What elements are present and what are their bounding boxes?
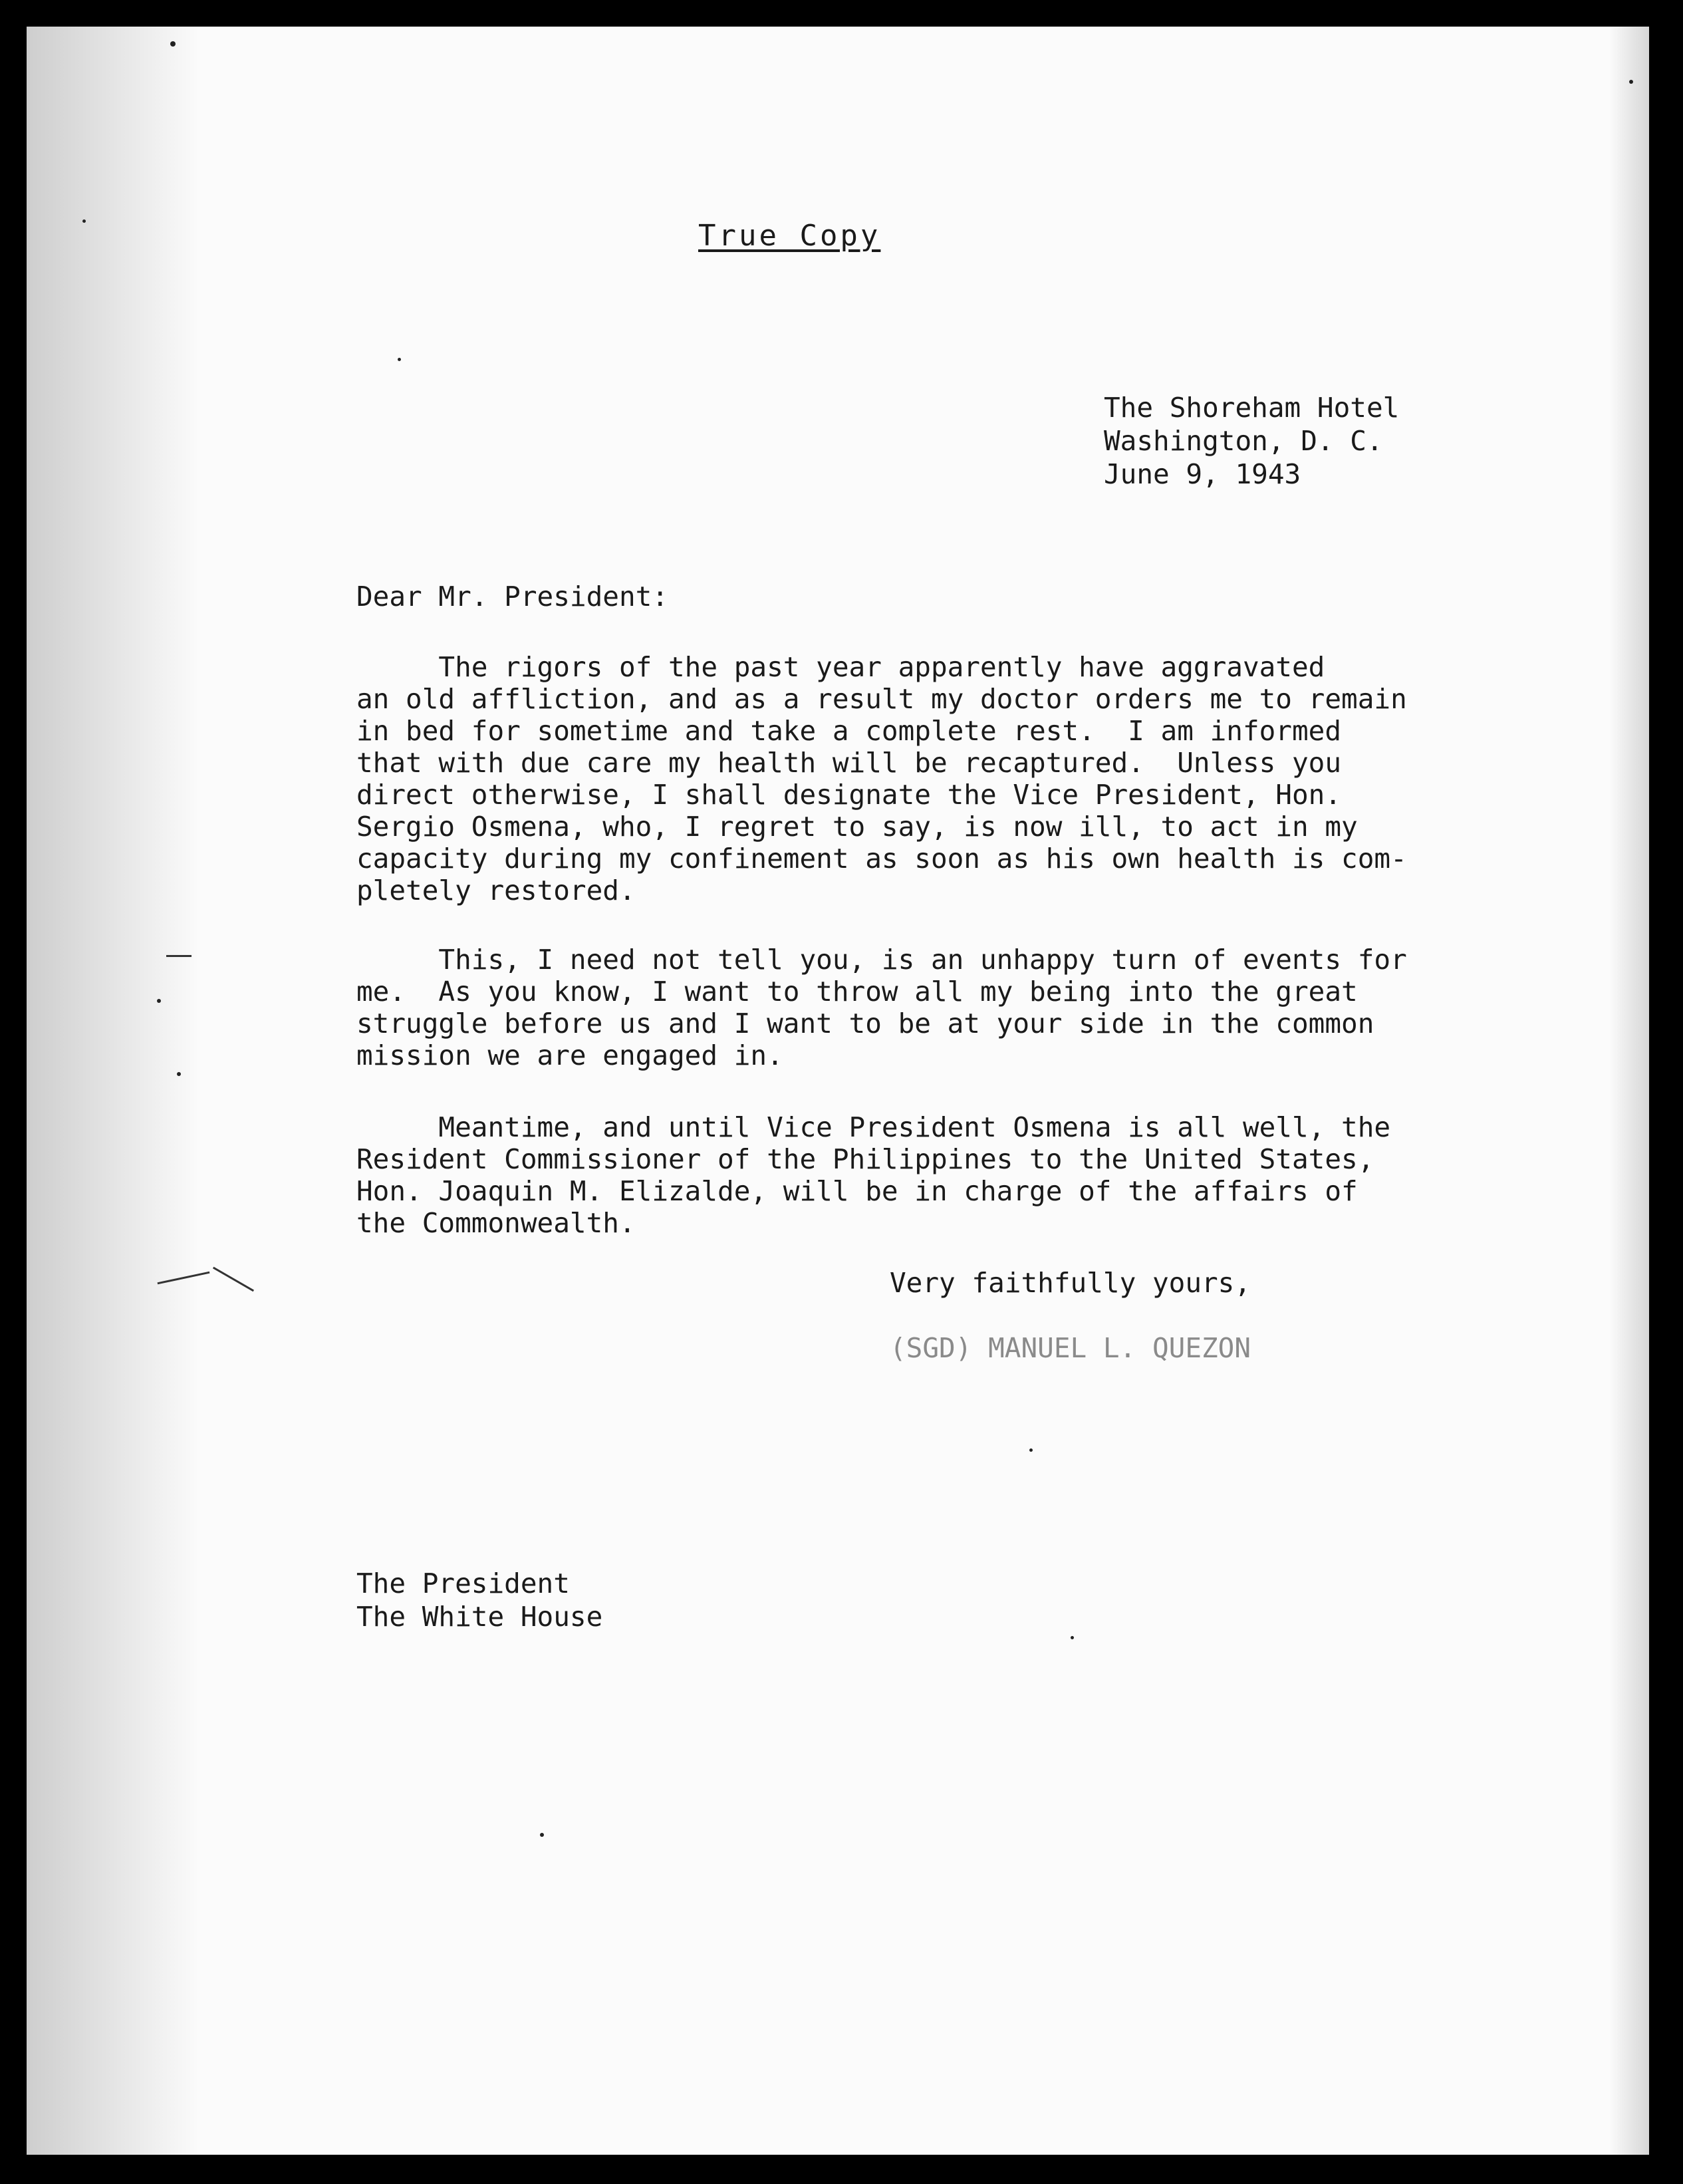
scan-speck — [1029, 1448, 1033, 1452]
address-line-2: Washington, D. C. — [1104, 425, 1383, 457]
closing: Very faithfully yours, — [890, 1267, 1251, 1299]
recipient-line-2: The White House — [356, 1601, 603, 1633]
scan-speck — [82, 219, 86, 223]
scan-mark — [166, 955, 192, 957]
paragraph-2-line: struggle before us and I want to be at your side in the common — [356, 1008, 1374, 1039]
paragraph-1-line: Sergio Osmena, who, I regret to say, is now ill, to act in my — [356, 811, 1358, 843]
scan-speck — [170, 41, 176, 47]
scan-speck — [1629, 80, 1633, 84]
paragraph-1-line: that with due care my health will be recaptured. Unless you — [356, 747, 1342, 779]
paragraph-1-line: an old affliction, and as a result my doctor orders me to remain — [356, 683, 1407, 715]
paragraph-1-line: pletely restored. — [356, 875, 636, 906]
letter-date: June 9, 1943 — [1104, 458, 1301, 490]
scan-mark — [213, 1267, 254, 1292]
paragraph-3-line: the Commonwealth. — [356, 1207, 636, 1239]
salutation: Dear Mr. President: — [356, 581, 668, 613]
recipient-line-1: The President — [356, 1568, 570, 1599]
paragraph-2-line: me. As you know, I want to throw all my being into the great — [356, 976, 1358, 1008]
paragraph-1-line: direct otherwise, I shall designate the Vice President, Hon. — [356, 779, 1342, 811]
paragraph-3-line: Hon. Joaquin M. Elizalde, will be in charge of the affairs of — [356, 1175, 1358, 1207]
paragraph-2-line: mission we are engaged in. — [356, 1039, 783, 1071]
paragraph-2-line: This, I need not tell you, is an unhappy turn of events for — [356, 944, 1407, 976]
scan-speck — [177, 1072, 181, 1076]
address-line-1: The Shoreham Hotel — [1104, 392, 1400, 424]
paragraph-3-line: Resident Commissioner of the Philippines to the United States, — [356, 1143, 1374, 1175]
paragraph-1-line: The rigors of the past year apparently have aggravated — [356, 651, 1325, 683]
letter-page — [27, 27, 1649, 2155]
paragraph-1-line: capacity during my confinement as soon as his own health is com- — [356, 843, 1407, 875]
signature: (SGD) MANUEL L. QUEZON — [890, 1332, 1251, 1364]
scan-mark — [158, 1272, 210, 1285]
paragraph-1-line: in bed for sometime and take a complete rest. I am informed — [356, 715, 1342, 747]
scan-speck — [1071, 1636, 1074, 1639]
scan-speck — [398, 358, 401, 361]
document-title: True Copy — [698, 219, 881, 253]
scan-speck — [540, 1833, 544, 1837]
paragraph-3-line: Meantime, and until Vice President Osmena is all well, the — [356, 1111, 1391, 1143]
scan-speck — [157, 999, 161, 1003]
